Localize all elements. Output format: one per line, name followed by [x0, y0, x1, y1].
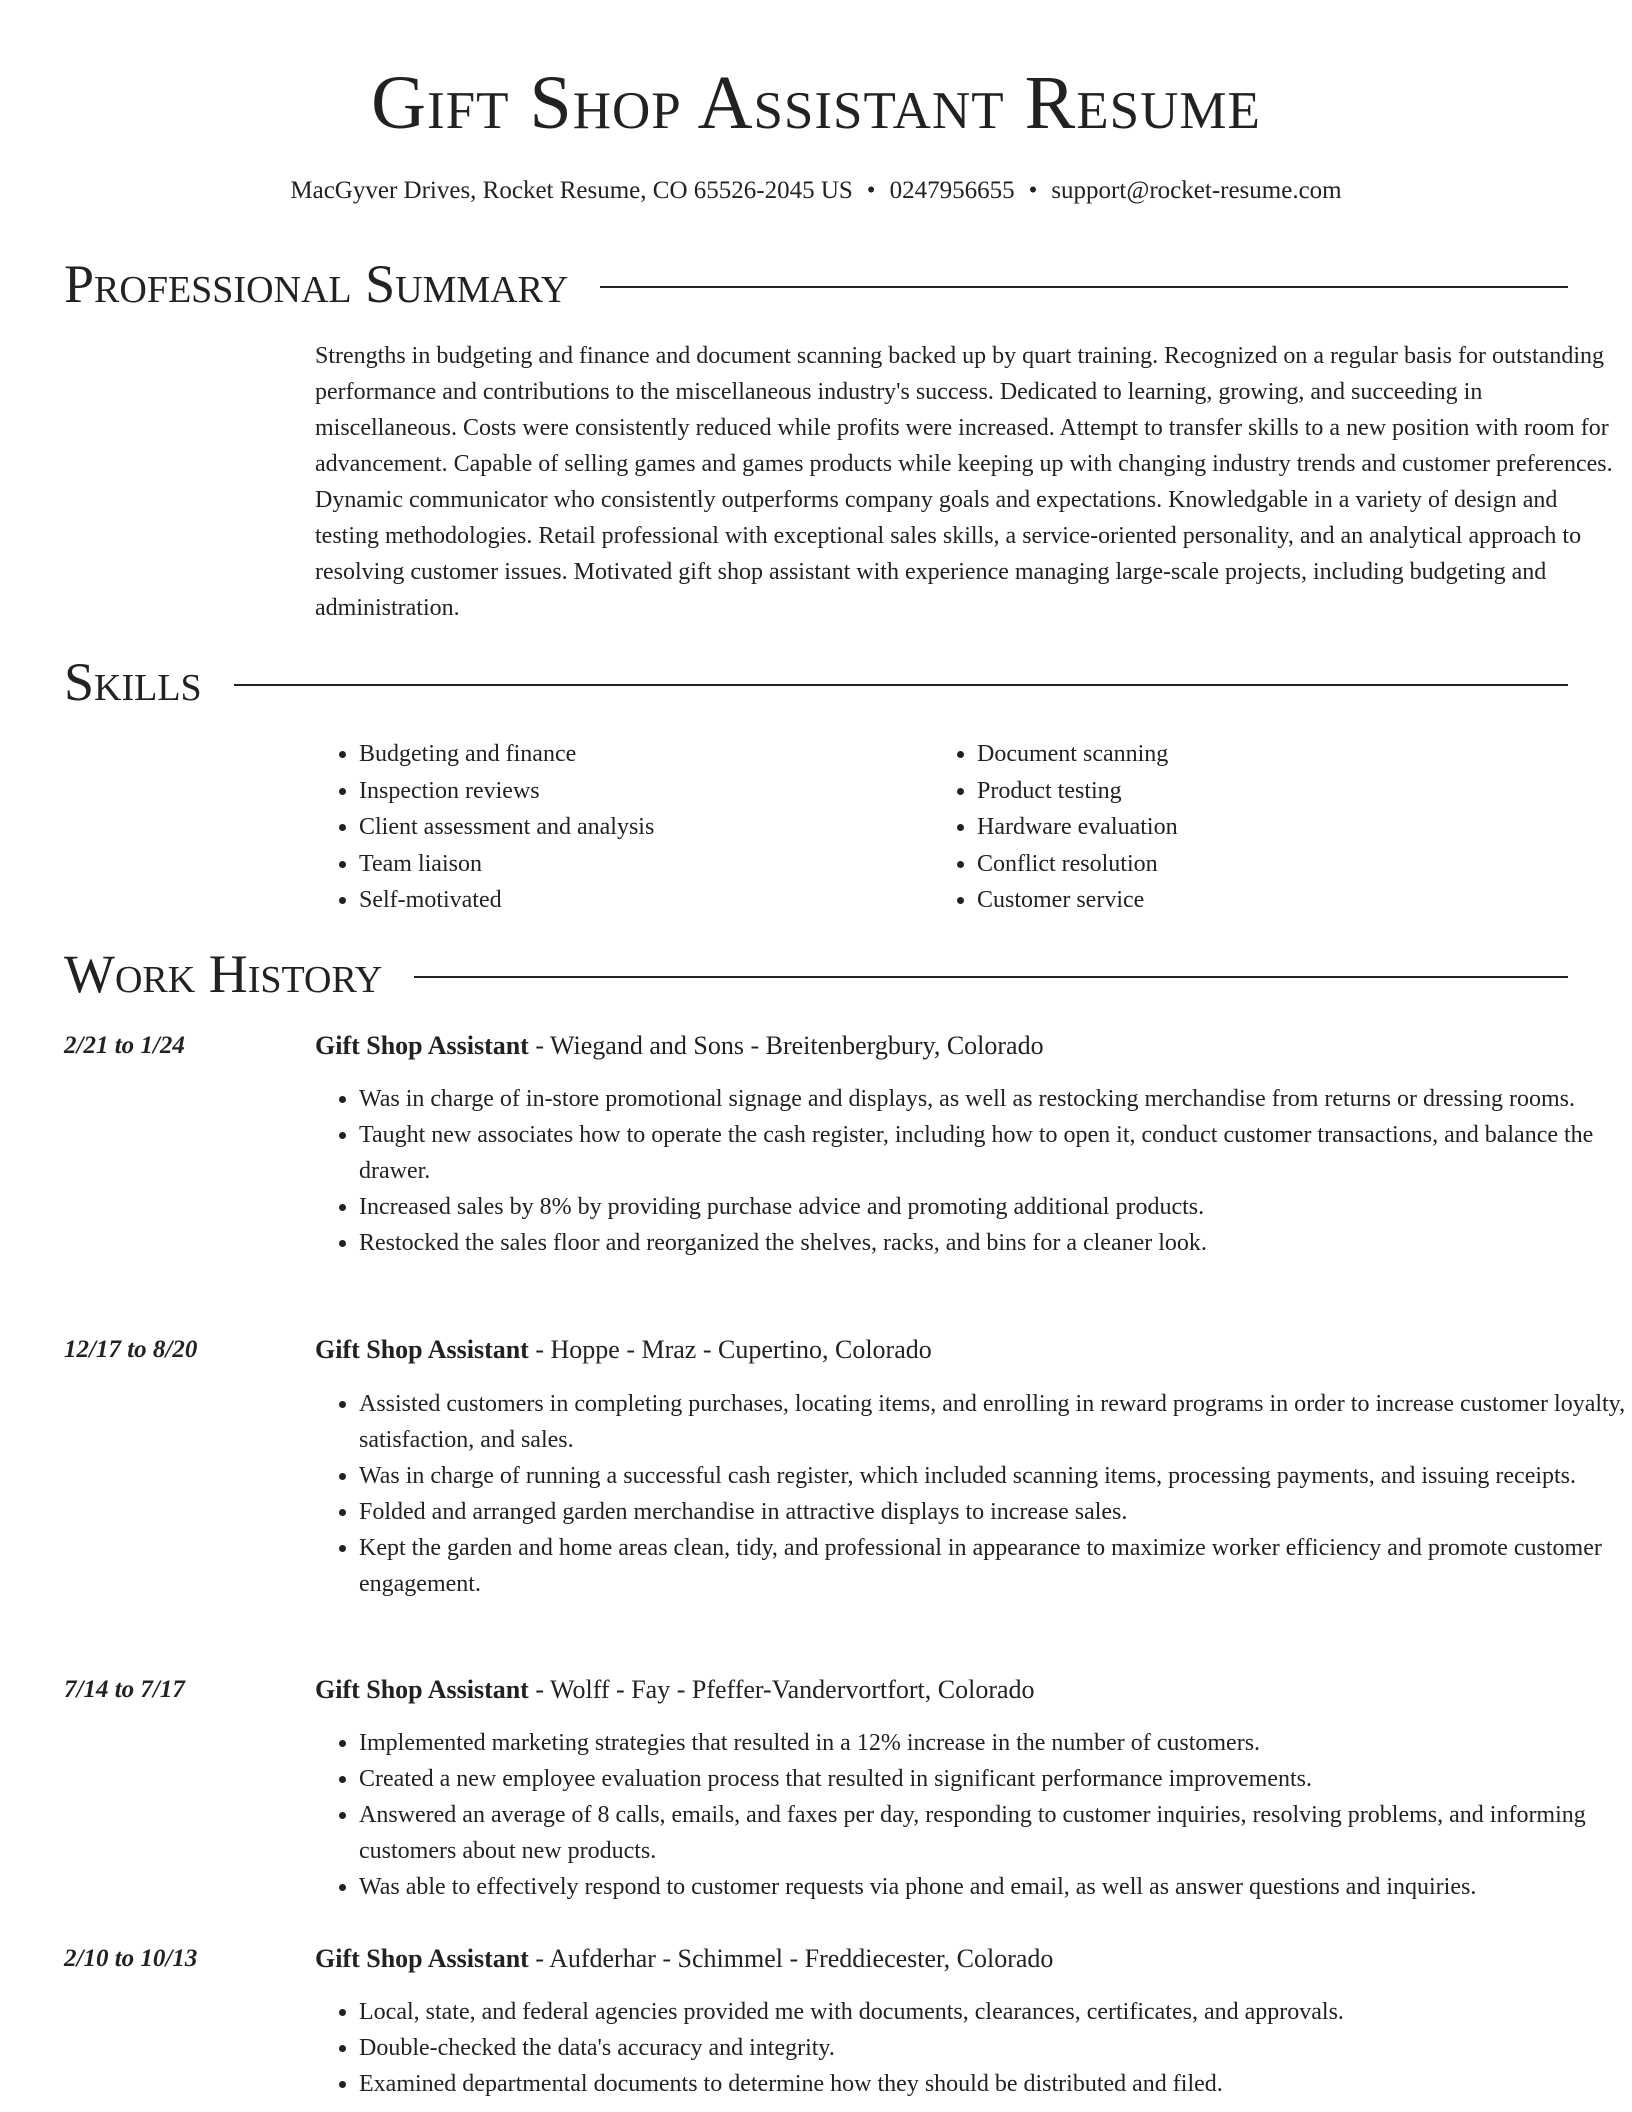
skill-item: • Hardware evaluation — [977, 809, 1551, 846]
job-bullet: • Double-checked the data's accuracy and integrity. — [359, 2030, 1628, 2066]
skills-section-title: Skills — [64, 652, 202, 712]
job-bullets — [315, 1994, 1628, 2102]
skill-item: • Product testing — [977, 773, 1551, 810]
skills-section-header — [64, 650, 1568, 714]
contact-email: support@rocket-resume.com — [1051, 177, 1342, 204]
contact-separator: • — [1028, 177, 1038, 204]
job-bullets — [315, 1725, 1628, 1905]
job-title: Gift Shop Assistant — [315, 1335, 529, 1364]
job-heading — [315, 1673, 1035, 1707]
skill-item: • Inspection reviews — [359, 773, 933, 810]
job-bullets — [315, 1081, 1628, 1261]
job-bullet: • Was in charge of in-store promotional signage and displays, as well as restocking merchandise from returns or dressing rooms. — [359, 1081, 1628, 1117]
job-bullets — [315, 1386, 1628, 1602]
job-bullet: • Kept the garden and home areas clean, tidy, and professional in appearance to maximize worker efficiency and promote customer engagement. — [359, 1530, 1628, 1602]
job-dates: 12/17 to 8/20 — [64, 1336, 198, 1363]
section-divider — [414, 976, 1568, 978]
summary-text: Strengths in budgeting and finance and document scanning backed up by quart training. Recognized on a regular basis for outstanding performance and contributions to the miscellaneous industry's success. Dedicated to learning, growing, and succeeding in miscellaneous. Costs were consistently reduced while profits were increased. Attempt to transfer skills to a new position with room for advancement. Capable of selling games and games products while keeping up with changing industry trends and customer preferences. Dynamic communicator who consistently outperforms company goals and expectations. Knowledgable in a variety of design and testing methodologies. Retail professional with exceptional sales skills, a service-oriented personality, and an analytical approach to resolving customer issues. Motivated gift shop assistant with experience managing large-scale projects, including budgeting and administration. — [315, 343, 1613, 621]
work-section-header — [64, 942, 1568, 1006]
skill-item: • Document scanning — [977, 736, 1551, 773]
job-heading — [315, 1029, 1044, 1063]
job-bullet: • Assisted customers in completing purchases, locating items, and enrolling in reward programs in order to increase customer loyalty, satisfaction, and sales. — [359, 1386, 1628, 1458]
job-employer: - Wolff - Fay - Pfeffer-Vandervortfort, Colorado — [528, 1675, 1035, 1704]
job-bullet: • Increased sales by 8% by providing purchase advice and promoting additional products. — [359, 1189, 1628, 1225]
job-bullet: • Examined departmental documents to determine how they should be distributed and filed. — [359, 2066, 1628, 2102]
job-title: Gift Shop Assistant — [315, 1031, 529, 1060]
job-heading — [315, 1942, 1053, 1976]
job-bullet: • Was in charge of running a successful cash register, which included scanning items, processing payments, and issuing receipts. — [359, 1458, 1628, 1494]
contact-phone: 0247956655 — [889, 177, 1015, 204]
job-title: Gift Shop Assistant — [315, 1675, 529, 1704]
skill-item: • Self-motivated — [359, 882, 933, 919]
job-employer: - Aufderhar - Schimmel - Freddiecester, Colorado — [528, 1944, 1054, 1973]
job-bullet: • Implemented marketing strategies that resulted in a 12% increase in the number of customers. — [359, 1725, 1628, 1761]
contact-line — [64, 174, 1568, 208]
summary-section-header — [64, 252, 1568, 316]
job-employer: - Wiegand and Sons - Breitenbergbury, Colorado — [528, 1031, 1044, 1060]
job-bullet: • Folded and arranged garden merchandise in attractive displays to increase sales. — [359, 1494, 1628, 1530]
contact-separator: • — [866, 177, 876, 204]
job-bullet: • Was able to effectively respond to customer requests via phone and email, as well as answer questions and inquiries. — [359, 1869, 1628, 1905]
job-bullet: • Created a new employee evaluation process that resulted in significant performance improvements. — [359, 1761, 1628, 1797]
summary-section-title: Professional Summary — [64, 254, 569, 314]
job-dates: 7/14 to 7/17 — [64, 1676, 185, 1703]
job-title: Gift Shop Assistant — [315, 1944, 529, 1973]
job-employer: - Hoppe - Mraz - Cupertino, Colorado — [528, 1335, 932, 1364]
skill-item: • Client assessment and analysis — [359, 809, 933, 846]
job-heading — [315, 1333, 932, 1367]
skill-item: • Team liaison — [359, 846, 933, 883]
job-bullet: • Local, state, and federal agencies provided me with documents, clearances, certificates, and approvals. — [359, 1994, 1628, 2030]
skill-item: • Budgeting and finance — [359, 736, 933, 773]
job-dates: 2/10 to 10/13 — [64, 1945, 198, 1972]
job-dates: 2/21 to 1/24 — [64, 1032, 185, 1059]
skills-list — [315, 736, 1568, 919]
skill-item: • Customer service — [977, 882, 1551, 919]
resume-title: Gift Shop Assistant Resume — [371, 61, 1261, 145]
job-bullet: • Taught new associates how to operate the cash register, including how to open it, conduct customer transactions, and balance the drawer. — [359, 1117, 1628, 1189]
job-bullet: • Answered an average of 8 calls, emails, and faxes per day, responding to customer inquiries, resolving problems, and informing customers about new products. — [359, 1797, 1628, 1869]
contact-address: MacGyver Drives, Rocket Resume, CO 65526-2045 US — [290, 177, 853, 204]
job-bullet: • Restocked the sales floor and reorganized the shelves, racks, and bins for a cleaner look. — [359, 1225, 1628, 1261]
skills-column-left — [315, 736, 933, 919]
work-section-title: Work History — [64, 944, 383, 1004]
skills-column-right — [933, 736, 1551, 919]
section-divider — [234, 684, 1568, 686]
skill-item: • Conflict resolution — [977, 846, 1551, 883]
section-divider — [600, 286, 1568, 288]
